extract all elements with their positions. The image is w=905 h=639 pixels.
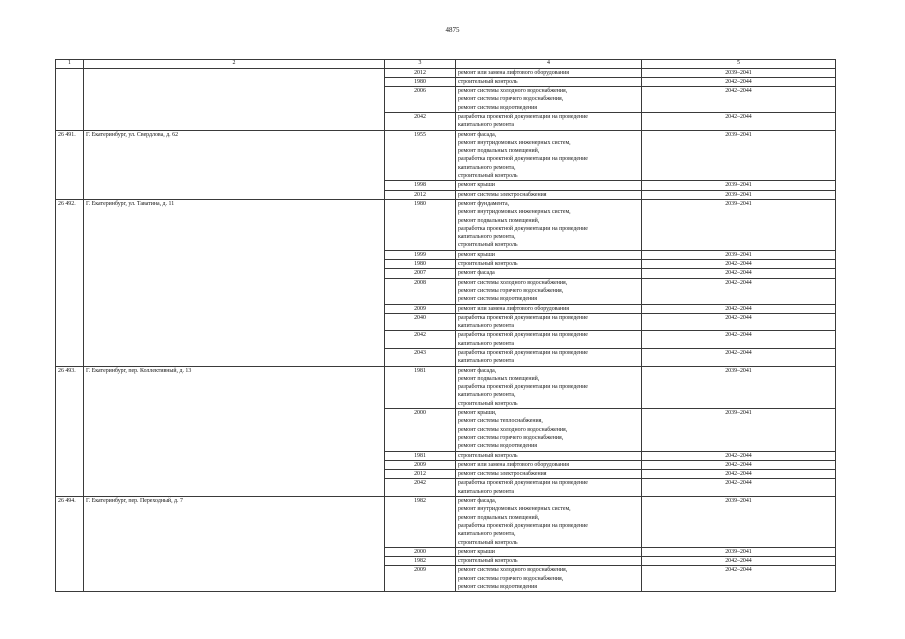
address-cell <box>84 68 385 130</box>
work-item: ремонт фасада <box>458 270 495 277</box>
works-cell <box>456 68 642 77</box>
work-item: ремонт подвальных помещений, <box>458 217 540 224</box>
works-cell <box>456 87 642 113</box>
work-item: разработка проектной документации на проведение <box>458 225 588 232</box>
works-cell <box>456 409 642 451</box>
work-item: строительный контроль <box>458 539 518 546</box>
work-item: ремонт системы водоотведения <box>458 443 537 450</box>
work-item: ремонт фасада, <box>458 367 497 374</box>
work-item: строительный контроль <box>458 400 518 407</box>
table-row <box>56 199 836 250</box>
work-item: капитального ремонта <box>458 358 514 365</box>
works-cell <box>456 479 642 497</box>
work-item: разработка проектной документации на проведение <box>458 350 588 356</box>
year-cell: 1980 <box>385 199 456 250</box>
house-number-cell <box>56 68 84 130</box>
work-item: ремонт внутридомовых инженерных систем, <box>458 139 571 146</box>
house-number-cell: 26 492. <box>56 199 84 366</box>
work-item: ремонт фасада, <box>458 131 497 138</box>
period-cell: 2042–2044 <box>642 331 836 349</box>
period-cell: 2042–2044 <box>642 460 836 469</box>
period-cell: 2039–2041 <box>642 181 836 190</box>
work-item: ремонт или замена лифтового оборудования <box>458 69 570 76</box>
year-cell: 2008 <box>385 278 456 304</box>
works-cell <box>456 470 642 479</box>
work-item: ремонт системы горячего водоснабжения, <box>458 287 564 294</box>
period-cell: 2039–2041 <box>642 190 836 199</box>
work-item: ремонт подвальных помещений, <box>458 375 540 382</box>
period-cell: 2039–2041 <box>642 409 836 451</box>
header-cell-3: 3 <box>385 60 456 69</box>
year-cell: 1999 <box>385 250 456 259</box>
work-item: ремонт системы электроснабжения <box>458 191 547 198</box>
table-row <box>56 130 836 181</box>
work-item: разработка проектной документации на проведение <box>458 314 588 321</box>
period-cell: 2039–2041 <box>642 497 836 548</box>
work-item: ремонт фундамента, <box>458 200 510 207</box>
work-item: ремонт системы водоотведения <box>458 296 537 303</box>
work-item: ремонт или замена лифтового оборудования <box>458 461 570 468</box>
work-item: ремонт системы водоотведения <box>458 104 537 111</box>
house-number-cell: 26 493. <box>56 366 84 496</box>
year-cell: 1955 <box>385 130 456 181</box>
work-item: ремонт крыши <box>458 251 495 258</box>
work-item: строительный контроль <box>458 261 518 268</box>
works-cell <box>456 304 642 313</box>
period-cell: 2042–2044 <box>642 313 836 331</box>
period-cell: 2039–2041 <box>642 250 836 259</box>
work-item: разработка проектной документации на проведение <box>458 332 588 339</box>
work-item: капитального ремонта, <box>458 392 516 399</box>
house-number-cell: 26 491. <box>56 130 84 199</box>
works-cell <box>456 250 642 259</box>
works-cell <box>456 278 642 304</box>
year-cell: 2012 <box>385 68 456 77</box>
year-cell: 2009 <box>385 304 456 313</box>
period-cell: 2042–2044 <box>642 77 836 86</box>
year-cell: 2012 <box>385 190 456 199</box>
works-cell <box>456 269 642 278</box>
work-item: строительный контроль <box>458 78 518 85</box>
work-item: разработка проектной документации на проведение <box>458 156 588 163</box>
house-number-cell: 26 494. <box>56 497 84 592</box>
works-cell <box>456 460 642 469</box>
works-cell <box>456 349 642 367</box>
works-cell <box>456 181 642 190</box>
work-item: ремонт системы горячего водоснабжения, <box>458 434 564 441</box>
work-item: строительный контроль <box>458 558 518 565</box>
year-cell: 1982 <box>385 497 456 548</box>
year-cell: 1981 <box>385 451 456 460</box>
works-cell <box>456 130 642 181</box>
period-cell: 2042–2044 <box>642 269 836 278</box>
work-item: капитального ремонта <box>458 488 514 495</box>
works-cell <box>456 331 642 349</box>
work-item: капитального ремонта <box>458 340 514 347</box>
address-cell: Г. Екатеринбург, ул. Таватина, д. 11 <box>84 199 385 366</box>
year-cell: 2042 <box>385 112 456 130</box>
period-cell: 2042–2044 <box>642 304 836 313</box>
year-cell: 1998 <box>385 181 456 190</box>
page-number: 4875 <box>445 26 460 34</box>
works-cell <box>456 366 642 408</box>
works-cell <box>456 199 642 250</box>
header-cell-1: 1 <box>56 60 84 69</box>
year-cell: 2007 <box>385 269 456 278</box>
work-item: ремонт внутридомовых инженерных систем, <box>458 506 571 513</box>
work-item: разработка проектной документации на проведение <box>458 480 588 487</box>
period-cell: 2042–2044 <box>642 349 836 367</box>
period-cell: 2039–2041 <box>642 130 836 181</box>
work-item: строительный контроль <box>458 242 518 249</box>
period-cell: 2042–2044 <box>642 479 836 497</box>
table-row <box>56 497 836 548</box>
works-cell <box>456 77 642 86</box>
period-cell: 2042–2044 <box>642 557 836 566</box>
work-item: ремонт крыши, <box>458 410 497 417</box>
works-cell <box>456 260 642 269</box>
work-item: ремонт внутридомовых инженерных систем, <box>458 209 571 216</box>
header-row <box>56 60 836 69</box>
year-cell: 2012 <box>385 470 456 479</box>
work-item: капитального ремонта, <box>458 234 516 241</box>
works-cell <box>456 557 642 566</box>
period-cell: 2042–2044 <box>642 566 836 592</box>
work-item: ремонт системы холодного водоснабжения, <box>458 567 568 574</box>
works-cell <box>456 451 642 460</box>
period-cell: 2039–2041 <box>642 68 836 77</box>
period-cell: 2039–2041 <box>642 366 836 408</box>
year-cell: 1980 <box>385 260 456 269</box>
work-item: разработка проектной документации на проведение <box>458 522 588 529</box>
work-item: ремонт подвальных помещений, <box>458 148 540 155</box>
work-item: строительный контроль <box>458 173 518 180</box>
work-item: ремонт подвальных помещений, <box>458 514 540 521</box>
works-cell <box>456 547 642 556</box>
work-item: ремонт крыши <box>458 548 495 555</box>
work-item: ремонт системы холодного водоснабжения, <box>458 426 568 433</box>
work-item: ремонт фасада, <box>458 498 497 505</box>
header-cell-4: 4 <box>456 60 642 69</box>
table-row <box>56 366 836 408</box>
year-cell: 1981 <box>385 366 456 408</box>
period-cell: 2042–2044 <box>642 112 836 130</box>
year-cell: 2000 <box>385 409 456 451</box>
address-cell: Г. Екатеринбург, пер. Коллективный, д. 13 <box>84 366 385 496</box>
header-cell-5: 5 <box>642 60 836 69</box>
capital-repair-table <box>55 59 836 592</box>
period-cell: 2042–2044 <box>642 260 836 269</box>
year-cell: 2042 <box>385 331 456 349</box>
period-cell: 2039–2041 <box>642 547 836 556</box>
period-cell: 2042–2044 <box>642 470 836 479</box>
year-cell: 2043 <box>385 349 456 367</box>
year-cell: 1982 <box>385 557 456 566</box>
work-item: ремонт системы холодного водоснабжения, <box>458 279 568 286</box>
year-cell: 2009 <box>385 460 456 469</box>
period-cell: 2039–2041 <box>642 199 836 250</box>
header-cell-2: 2 <box>84 60 385 69</box>
work-item: ремонт системы горячего водоснабжения, <box>458 575 564 582</box>
works-cell <box>456 497 642 548</box>
work-item: капитального ремонта, <box>458 531 516 538</box>
period-cell: 2042–2044 <box>642 451 836 460</box>
year-cell: 2006 <box>385 87 456 113</box>
year-cell: 2000 <box>385 547 456 556</box>
works-cell <box>456 313 642 331</box>
work-item: ремонт системы электроснабжения <box>458 471 547 478</box>
table-row <box>56 68 836 77</box>
work-item: ремонт системы горячего водоснабжения, <box>458 96 564 103</box>
work-item: ремонт крыши <box>458 182 495 189</box>
year-cell: 2009 <box>385 566 456 592</box>
work-item: ремонт системы теплоснабжения, <box>458 418 543 425</box>
year-cell: 2042 <box>385 479 456 497</box>
works-cell <box>456 190 642 199</box>
period-cell: 2042–2044 <box>642 87 836 113</box>
work-item: капитального ремонта, <box>458 164 516 171</box>
work-item: капитального ремонта <box>458 122 514 129</box>
period-cell: 2042–2044 <box>642 278 836 304</box>
work-item: строительный контроль <box>458 452 518 459</box>
work-item: ремонт системы холодного водоснабжения, <box>458 88 568 95</box>
address-cell: Г. Екатеринбург, пер. Переходный, д. 7 <box>84 497 385 592</box>
works-cell <box>456 566 642 592</box>
work-item: разработка проектной документации на проведение <box>458 113 588 120</box>
work-item: капитального ремонта <box>458 323 514 330</box>
work-item: ремонт или замена лифтового оборудования <box>458 305 570 312</box>
year-cell: 2040 <box>385 313 456 331</box>
work-item: ремонт системы водоотведения <box>458 584 537 591</box>
year-cell: 1980 <box>385 77 456 86</box>
work-item: разработка проектной документации на проведение <box>458 384 588 391</box>
address-cell: Г. Екатеринбург, ул. Свердлова, д. 62 <box>84 130 385 199</box>
works-cell <box>456 112 642 130</box>
